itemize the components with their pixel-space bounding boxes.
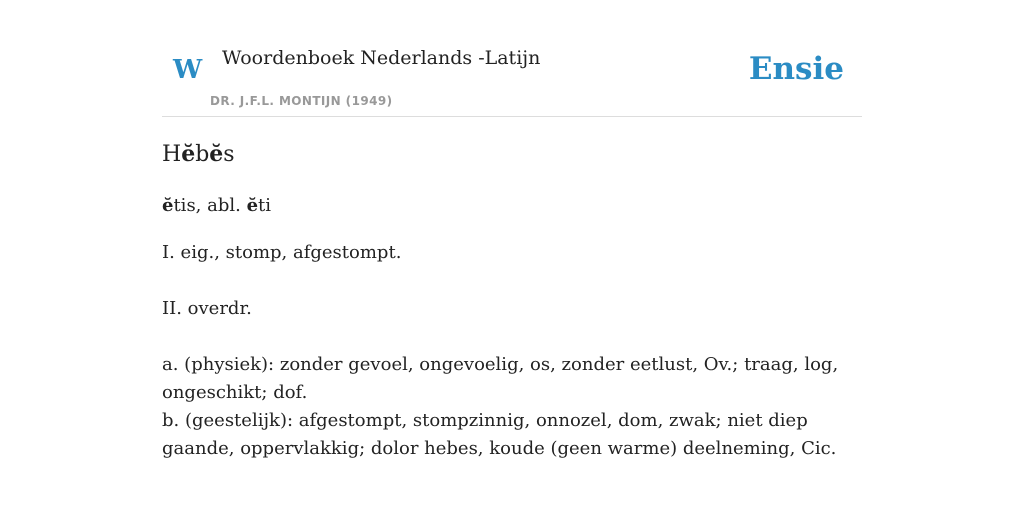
dictionary-title[interactable]: Woordenboek Nederlands -Latijn bbox=[222, 47, 541, 69]
inflection-part: tis, abl. bbox=[173, 195, 247, 216]
inflection-line bbox=[162, 192, 862, 220]
headword bbox=[162, 138, 235, 171]
inflection-part: ti bbox=[258, 195, 272, 216]
sense-mental: b. (geestelijk): afgestompt, stompzinnig, onnozel, dom, zwak; niet diep gaande, oppervlakkig; dolor hebes, koude (geen warme) deelneming, Cic. bbox=[162, 410, 837, 459]
headword-part: s bbox=[223, 142, 235, 167]
inflection-part-breve: ĕ bbox=[162, 195, 174, 216]
page-container bbox=[162, 0, 862, 459]
inflection-part-breve: ĕ bbox=[246, 195, 259, 216]
sense-figurative: II. overdr. bbox=[162, 298, 252, 319]
headword-part: b bbox=[195, 142, 210, 167]
headword-part-breve: ĕ bbox=[181, 141, 196, 167]
headword-part: H bbox=[162, 142, 182, 167]
dictionary-author: DR. J.F.L. MONTIJN (1949) bbox=[210, 94, 393, 108]
ensie-logo-link[interactable]: Ensie bbox=[748, 51, 844, 87]
sense-literal: I. eig., stomp, afgestompt. bbox=[162, 242, 402, 263]
dictionary-header bbox=[162, 0, 862, 117]
sense-physical: a. (physiek): zonder gevoel, ongevoelig, os, zonder eetlust, Ov.; traag, log, ongeschikt; dof. bbox=[162, 354, 839, 403]
headword-part-breve: ĕ bbox=[209, 141, 224, 167]
dictionary-logo[interactable]: W bbox=[173, 55, 203, 85]
